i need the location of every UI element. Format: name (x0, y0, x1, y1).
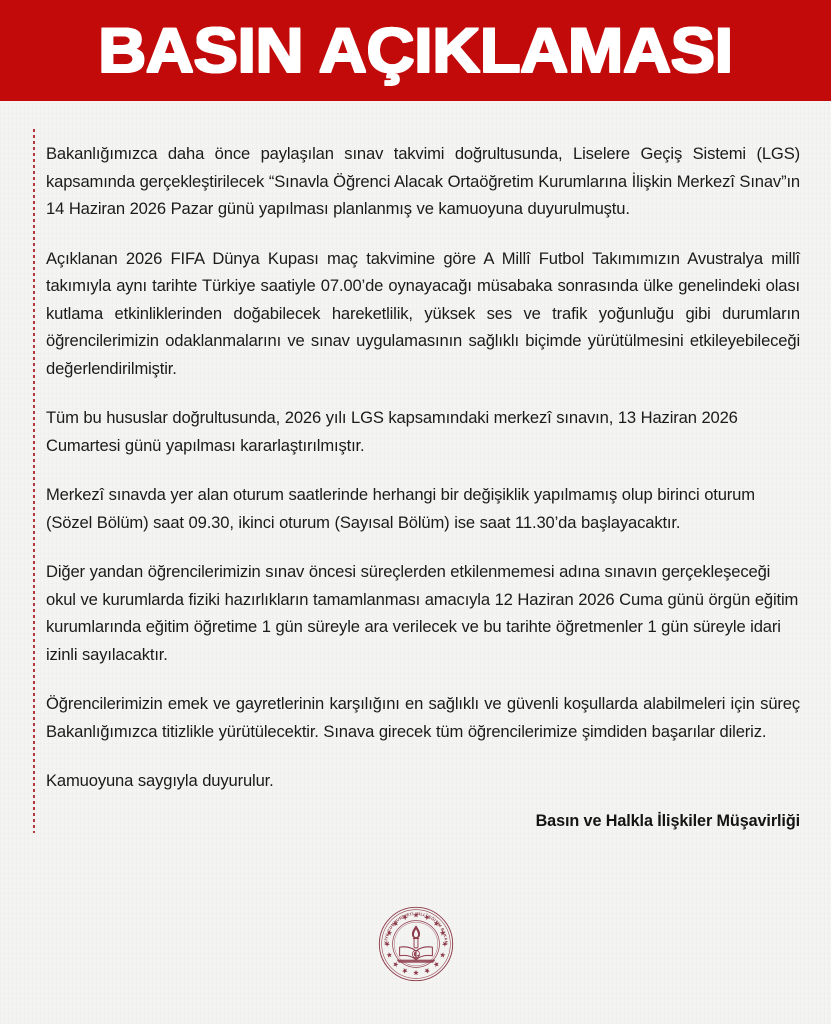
body-text-column (46, 140, 800, 795)
paragraph-2: Açıklanan 2026 FIFA Dünya Kupası maç takvimine göre A Millî Futbol Takımımızın Avustralya millî takımıyla aynı tarihte Türkiye saatiyle 07.00’de oynayacağı müsabaka sonrasında ülke genelindeki olası kutlama etkinliklerinden doğabilecek hareketlilik, yüksek ses ve trafik yoğunluğu gibi durumların öğrencilerimizin odaklanmalarını ve sınav uygulamasının sağlıklı biçimde yürütülmesini etkileyebileceği değerlendirilmiştir. (46, 248, 800, 378)
paragraph-6: Öğrencilerimizin emek ve gayretlerinin karşılığını en sağlıklı ve güvenli koşullarda alabilmeleri için süreç Bakanlığımızca titizlikle yürütülecektir. Sınava girecek tüm öğrencilerimize şimdiden başarılar dileriz. (46, 694, 800, 741)
meb-seal-icon (377, 905, 455, 983)
paragraph-3: Tüm bu hususlar doğrultusunda, 2026 yılı LGS kapsamındaki merkezî sınavın, 13 Haziran 2026 Cumartesi günü yapılması kararlaştırılmıştır. (46, 408, 738, 455)
paragraph-closing: Kamuoyuna saygıyla duyurulur. (46, 771, 274, 790)
signature-block (46, 812, 800, 831)
left-margin-dotted-rule (33, 129, 35, 833)
header-banner (0, 0, 831, 101)
emblem-ring-text: KİYE CUMHURİYETİ MİLLÎ EĞİTİM BAKAN (382, 911, 449, 945)
page-title: BASIN AÇIKLAMASI (98, 16, 733, 86)
paragraph-4: Merkezî sınavda yer alan oturum saatlerinde herhangi bir değişiklik yapılmamış olup birinci oturum (Sözel Bölüm) saat 09.30, ikinci oturum (Sayısal Bölüm) ise saat 11.30’da başlayacaktır. (46, 485, 755, 532)
paragraph-1: Bakanlığımızca daha önce paylaşılan sınav takvimi doğrultusunda, Liselere Geçiş Sistemi (LGS) kapsamında gerçekleştirilecek “Sınavla Öğrenci Alacak Ortaöğretim Kurumlarına İlişkin Merkezî Sınav”ın 14 Haziran 2026 Pazar günü yapılması planlanmış ve kamuoyuna duyurulmuştu. (46, 144, 800, 218)
paragraph-5: Diğer yandan öğrencilerimizin sınav öncesi süreçlerden etkilenmemesi adına sınavın gerçekleşeceği okul ve kurumlarda fiziki hazırlıkların tamamlanması amacıyla 12 Haziran 2026 Cuma günü örgün eğitim kurumlarında eğitim öğretime 1 gün süreyle ara verilecek ve bu tarihte öğretmenler 1 gün süreyle idari izinli sayılacaktır. (46, 562, 799, 664)
signature-text: Basın ve Halkla İlişkiler Müşavirliği (535, 812, 800, 830)
emblem-container (0, 905, 831, 983)
